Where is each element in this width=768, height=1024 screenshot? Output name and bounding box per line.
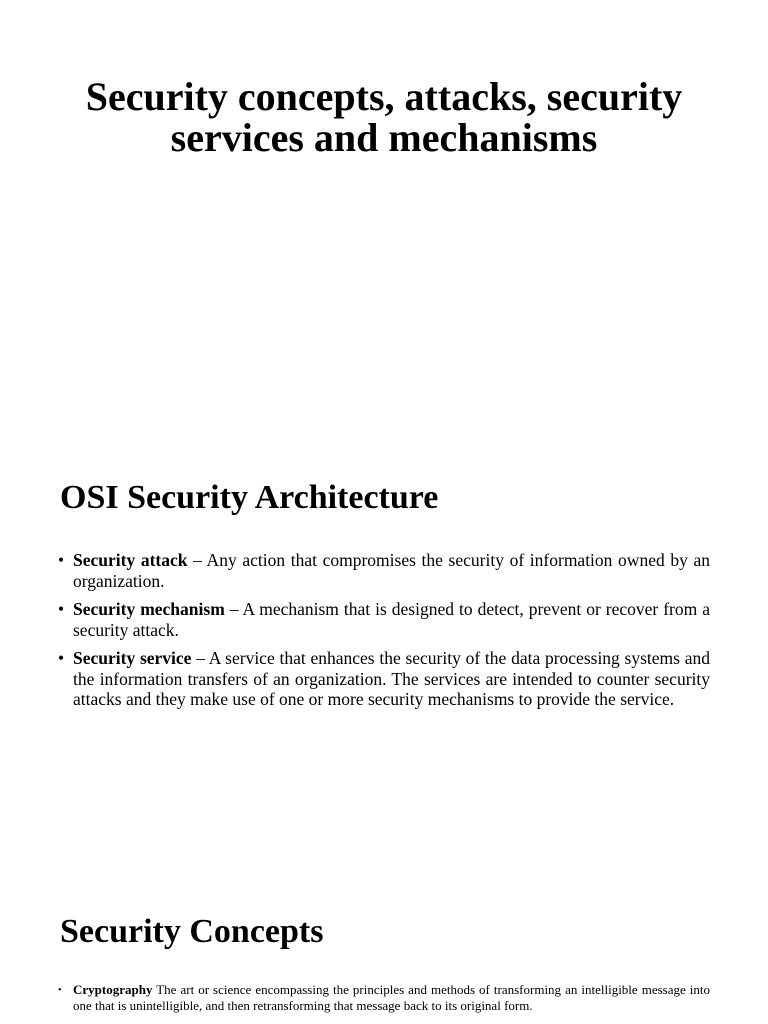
section-heading: Security Concepts [60,913,324,950]
term-label: Security attack [73,550,188,570]
definition-text: – A service that enhances the security of the data processing systems and the information transfers of an organization. The services are intended to counter security attacks and they make use of one or more security mechanisms to provide the service. [73,648,710,709]
bullet-list [58,982,710,1018]
page-title: Security concepts, attacks, security services and mechanisms [85,74,683,160]
slide-security-concepts [0,860,768,1024]
section-heading: OSI Security Architecture [60,479,439,516]
definition-text: – A mechanism that is designed to detect, prevent or recover from a security attack. [73,599,710,640]
list-item [58,648,710,710]
term-label: Security mechanism [73,599,225,619]
term-label: Security service [73,648,192,668]
list-item [58,599,710,640]
list-item [58,550,710,591]
bullet-icon: • [58,550,65,570]
definition-text: – Any action that compromises the security of information owned by an organization. [73,550,710,591]
slide-title [0,0,768,430]
bullet-icon: • [58,648,65,668]
bullet-icon: • [58,599,65,619]
slide-osi-security-architecture [0,430,768,860]
definition-text: The art or science encompassing the principles and methods of transforming an intelligible message into one that is unintelligible, and then retransforming that message back to its original form. [73,982,710,1013]
bullet-icon: • [58,985,62,996]
list-item [58,982,710,1014]
term-label: Cryptography [73,982,153,997]
bullet-list [58,550,710,718]
